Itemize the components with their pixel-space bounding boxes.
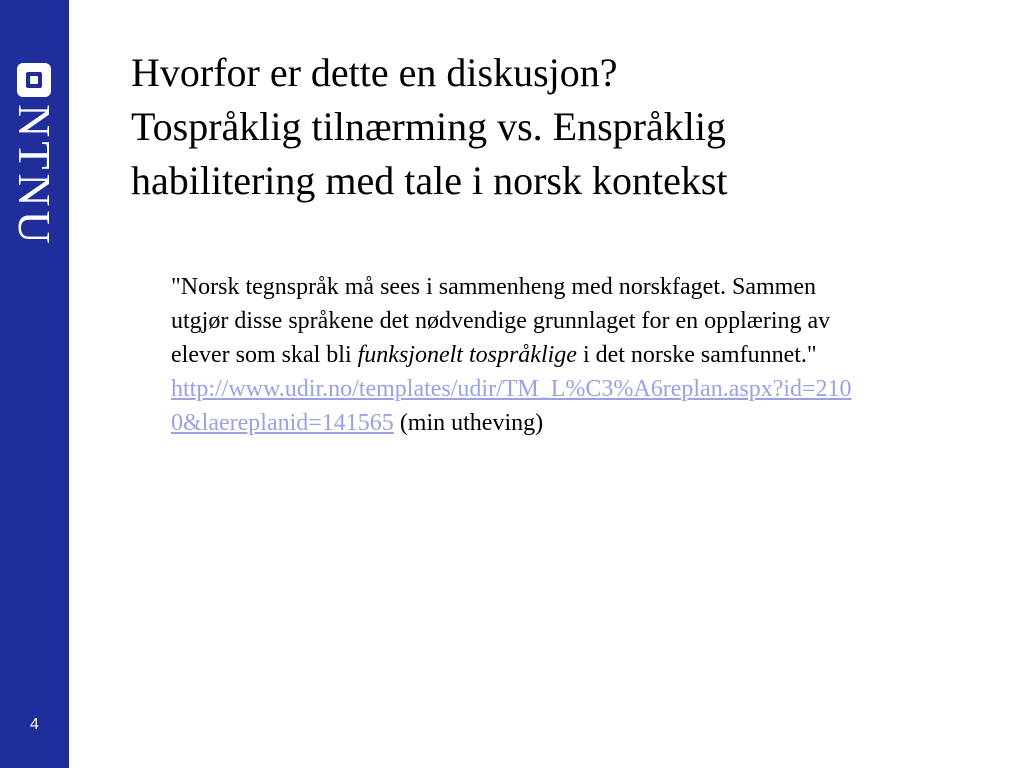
slide-title xyxy=(131,46,991,208)
quote-line-1: "Norsk tegnspråk må sees i sammenheng med norskfaget. Sammen xyxy=(171,274,816,300)
quote-line-3-start: elever som skal bli xyxy=(171,342,358,368)
title-line-1: Hvorfor er dette en diskusjon? xyxy=(131,50,618,95)
source-line-2 xyxy=(171,406,986,440)
source-link-part-2[interactable]: 0&laereplanid=141565 xyxy=(171,410,394,436)
quote-emphasis: funksjonelt tospråklige xyxy=(357,342,577,368)
quote-line-3-end: i det norske samfunnet." xyxy=(576,342,817,368)
page-number: 4 xyxy=(30,716,39,733)
title-line-3: habilitering med tale i norsk kontekst xyxy=(131,158,728,203)
source-line-1 xyxy=(171,372,986,406)
quote-line-2: utgjør disse språkene det nødvendige grunnlaget for en opplæring av xyxy=(171,308,831,334)
quote-line-3 xyxy=(171,338,986,372)
ntnu-logo-text: NTNU xyxy=(9,104,60,248)
quote-paragraph xyxy=(171,270,986,440)
sidebar xyxy=(0,0,69,768)
ntnu-logo-icon xyxy=(17,63,51,97)
emphasis-note: (min utheving) xyxy=(393,410,544,436)
title-line-2: Tospråklig tilnærming vs. Enspråklig xyxy=(131,104,726,149)
source-link-part-1[interactable]: http://www.udir.no/templates/udir/TM_L%C3%A6replan.aspx?id=210 xyxy=(171,376,852,402)
